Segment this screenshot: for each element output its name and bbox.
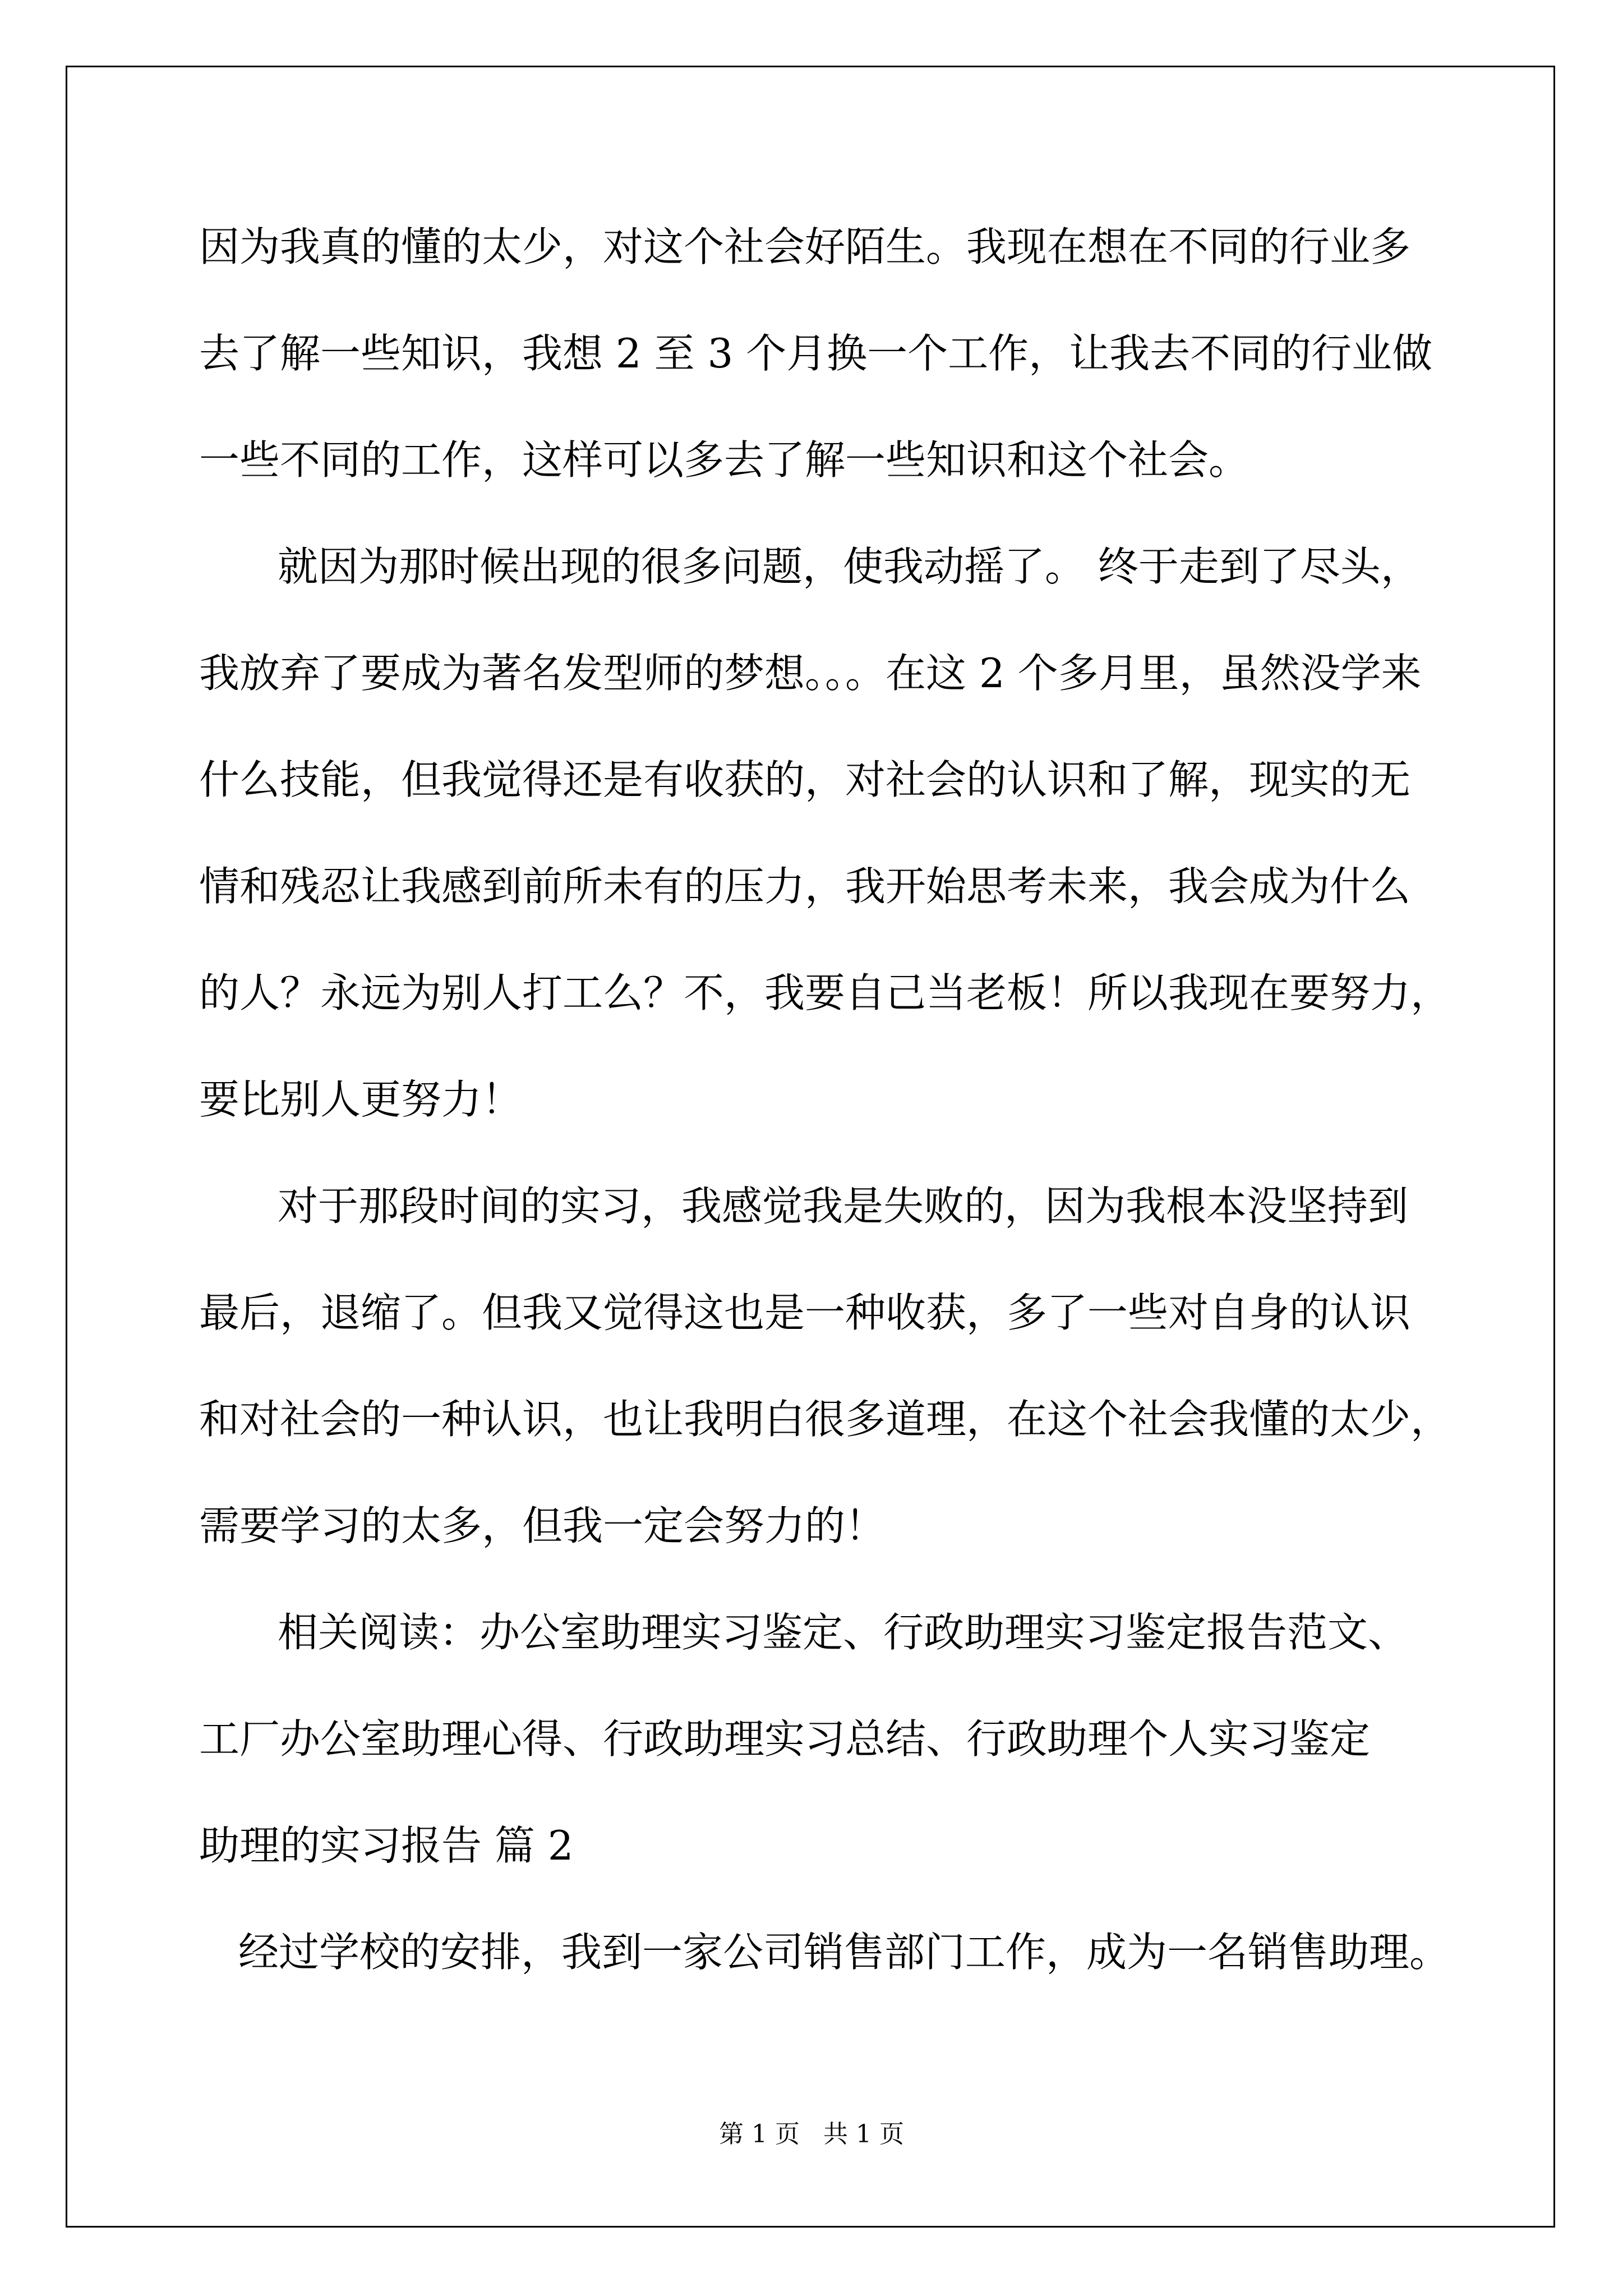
text-line: 一些不同的工作，这样可以多去了解一些知识和这个社会。 bbox=[199, 436, 1249, 484]
text-line: 去了解一些知识，我想 2 至 3 个月换一个工作，让我去不同的行业做 bbox=[199, 330, 1433, 377]
paragraph-start-line: 对于那段时间的实习，我感觉我是失败的，因为我根本没坚持到 bbox=[278, 1182, 1409, 1230]
text-line: 情和残忍让我感到前所未有的压力，我开始思考未来，我会成为什么 bbox=[199, 863, 1411, 910]
text-line: 什么技能，但我觉得还是有收获的，对社会的认识和了解，现实的无 bbox=[199, 756, 1411, 803]
page-footer: 第 1 页 共 1 页 bbox=[719, 2120, 904, 2148]
text-line: 的人？永远为别人打工么？不，我要自己当老板！所以我现在要努力， bbox=[199, 969, 1451, 1016]
text-line: 因为我真的懂的太少，对这个社会好陌生。我现在想在不同的行业多 bbox=[199, 223, 1411, 270]
paragraph-start-line: 经过学校的安排，我到一家公司销售部门工作，成为一名销售助理。 bbox=[238, 1929, 1450, 1976]
related-reading-line: 工厂办公室助理心得、行政助理实习总结、行政助理个人实习鉴定 bbox=[199, 1715, 1371, 1763]
text-line: 需要学习的太多，但我一定会努力的！ bbox=[199, 1502, 886, 1549]
related-reading-line: 相关阅读：办公室助理实习鉴定、行政助理实习鉴定报告范文、 bbox=[278, 1609, 1409, 1656]
text-line: 和对社会的一种认识，也让我明白很多道理，在这个社会我懂的太少， bbox=[199, 1396, 1451, 1443]
page-border bbox=[66, 66, 1555, 2228]
section-heading: 助理的实习报告 篇 2 bbox=[199, 1822, 574, 1869]
text-line: 最后，退缩了。但我又觉得这也是一种收获，多了一些对自身的认识 bbox=[199, 1289, 1411, 1336]
text-line: 我放弃了要成为著名发型师的梦想。。。在这 2 个多月里，虽然没学来 bbox=[199, 650, 1422, 697]
text-line: 要比别人更努力！ bbox=[199, 1076, 523, 1123]
paragraph-start-line: 就因为那时候出现的很多问题，使我动摇了。 终于走到了尽头， bbox=[278, 543, 1421, 590]
